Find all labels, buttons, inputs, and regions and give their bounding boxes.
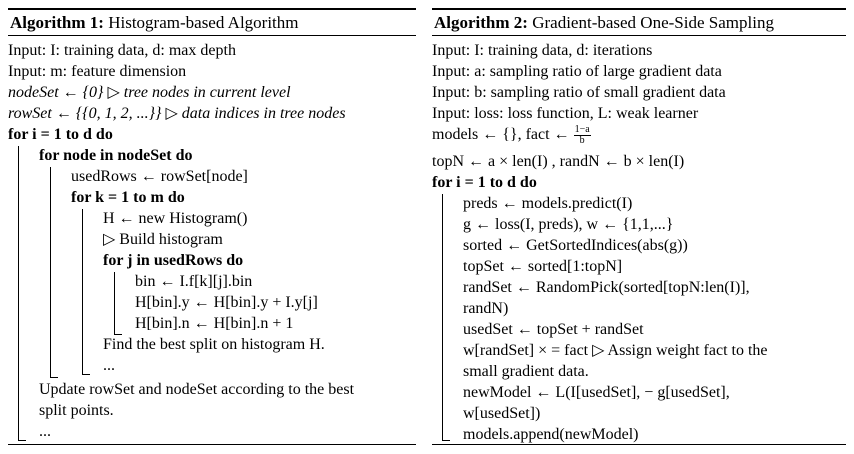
scope-foot-for-i-2 bbox=[442, 440, 450, 441]
algo1-line-15: ... bbox=[103, 357, 115, 374]
algorithm-1-title: Histogram-based Algorithm bbox=[108, 13, 299, 32]
algo2-line-19: w[usedSet]) bbox=[463, 405, 541, 422]
algo2-line-10: g ← loss(I, preds), w ← {1,1,...} bbox=[463, 216, 674, 233]
scope-bar-for-j bbox=[114, 272, 115, 334]
fact-fraction bbox=[574, 125, 591, 146]
scope-bar-for-i-2 bbox=[442, 194, 443, 440]
scope-foot-for-node bbox=[50, 377, 58, 378]
scope-bar-for-node bbox=[50, 167, 51, 377]
algo2-line-20: models.append(newModel) bbox=[463, 426, 639, 443]
algo1-line-14: Find the best split on histogram H. bbox=[103, 336, 325, 353]
algo1-line-2: nodeSet ← {0} ▷ tree nodes in current level bbox=[8, 84, 291, 101]
algo1-line-5: for node in nodeSet do bbox=[39, 147, 193, 164]
algo2-line-11: sorted ← GetSortedIndices(abs(g)) bbox=[463, 237, 688, 254]
algo1-line-11: bin ← I.f[k][j].bin bbox=[135, 273, 253, 290]
algo2-line-18: newModel ← L(I[usedSet], − g[usedSet], bbox=[463, 384, 730, 401]
scope-foot-for-i bbox=[18, 440, 26, 441]
scope-bar-for-k bbox=[82, 209, 83, 374]
scope-foot-for-j bbox=[114, 334, 122, 335]
algo2-line-1: Input: a: sampling ratio of large gradient data bbox=[432, 63, 722, 80]
scope-foot-for-k bbox=[82, 374, 90, 375]
algorithm-1-bottom-rule bbox=[8, 444, 416, 445]
scope-bar-for-i bbox=[18, 146, 19, 440]
algorithm-2-title: Gradient-based One-Side Sampling bbox=[532, 13, 774, 32]
algo2-line-16: w[randSet] × = fact ▷ Assign weight fact to the bbox=[463, 342, 768, 359]
algo2-line-7: topN ← a × len(I) , randN ← b × len(I) bbox=[432, 153, 685, 170]
algo2-line-0: Input: I: training data, d: iterations bbox=[432, 42, 653, 59]
fact-numerator: 1−a bbox=[574, 124, 590, 135]
algo1-line-3: rowSet ← {{0, 1, 2, ...}} ▷ data indices in tree nodes bbox=[8, 105, 346, 122]
algo2-line-12: topSet ← sorted[1:topN] bbox=[463, 258, 623, 275]
algorithm-2-number: Algorithm 2: bbox=[434, 13, 528, 32]
algo1-line-9: ▷ Build histogram bbox=[103, 231, 223, 248]
algo1-line-12: H[bin].y ← H[bin].y + I.y[j] bbox=[135, 294, 318, 311]
algo1-line-0: Input: I: training data, d: max depth bbox=[8, 42, 236, 59]
algorithm-1-number: Algorithm 1: bbox=[10, 13, 104, 32]
algo2-line-3: Input: loss: loss function, L: weak learner bbox=[432, 105, 699, 122]
algo1-line-8: H ← new Histogram() bbox=[103, 210, 248, 227]
algo2-line-9: preds ← models.predict(I) bbox=[463, 195, 633, 212]
algo1-line-13: H[bin].n ← H[bin].n + 1 bbox=[135, 315, 294, 332]
algorithm-1-header bbox=[8, 8, 416, 36]
algo2-line-4 bbox=[432, 125, 591, 146]
algorithm-2-box bbox=[432, 8, 846, 442]
algorithm-2-bottom-rule bbox=[432, 444, 846, 445]
algorithm-2-header bbox=[432, 8, 846, 36]
algo1-line-18: ... bbox=[39, 423, 51, 440]
algo1-line-6: usedRows ← rowSet[node] bbox=[71, 168, 248, 185]
algo2-line-8: for i = 1 to d do bbox=[432, 174, 537, 191]
algo1-line-10: for j in usedRows do bbox=[103, 252, 244, 269]
algo1-line-4: for i = 1 to d do bbox=[8, 126, 113, 143]
algo2-line-17: small gradient data. bbox=[463, 363, 589, 380]
algo1-line-17: split points. bbox=[39, 402, 114, 419]
algo1-line-16: Update rowSet and nodeSet according to the best bbox=[39, 381, 355, 398]
algo2-line-13: randSet ← RandomPick(sorted[topN:len(I)], bbox=[463, 279, 750, 296]
algo1-line-1: Input: m: feature dimension bbox=[8, 63, 187, 80]
algo2-line-14: randN) bbox=[463, 300, 509, 317]
fact-denominator: b bbox=[579, 135, 585, 146]
algo2-line-15: usedSet ← topSet + randSet bbox=[463, 321, 644, 338]
algo2-models-init: models ← {}, fact ← bbox=[432, 126, 570, 144]
algorithm-1-box bbox=[8, 8, 416, 442]
algo1-line-7: for k = 1 to m do bbox=[71, 189, 185, 206]
algo2-line-2: Input: b: sampling ratio of small gradient data bbox=[432, 84, 726, 101]
